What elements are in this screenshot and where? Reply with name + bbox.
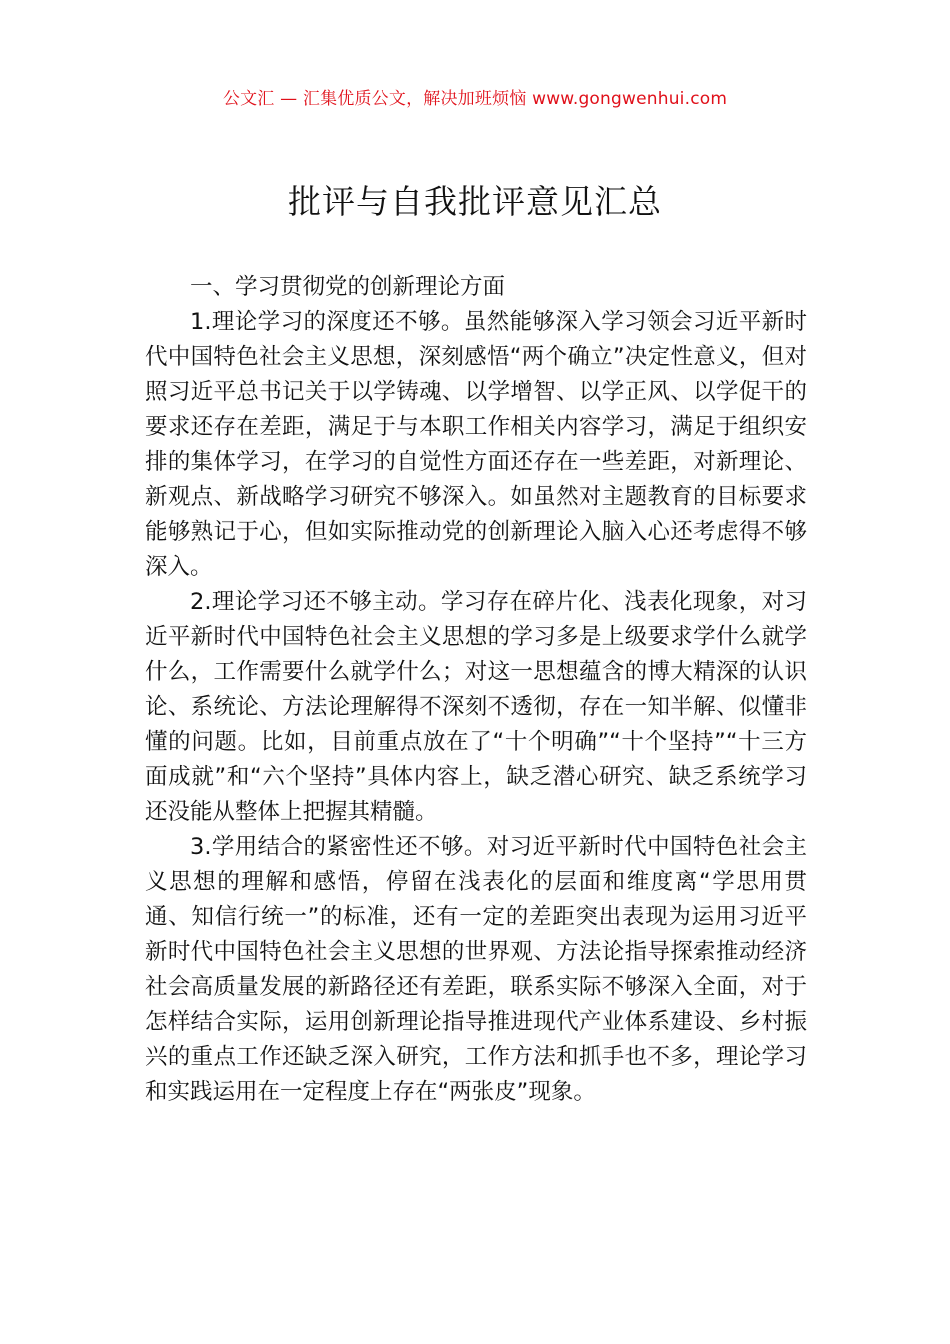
section-heading: 一、学习贯彻党的创新理论方面 <box>190 274 506 300</box>
site-header-banner: 公文汇 — 汇集优质公文，解决加班烦恼 www.gongwenhui.com <box>222 89 728 109</box>
document-body <box>145 270 807 1110</box>
paragraph-3: 3.学用结合的紧密性还不够。对习近平新时代中国特色社会主义思想的理解和感悟，停留在浅表化的层面和维度离“学思用贯通、知信行统一”的标准，还有一定的差距突出表现为运用习近平新时代中国特色社会主义思想的世界观、方法论指导探索推动经济社会高质量发展的新路径还有差距，联系实际不够深入全面，对于怎样结合实际，运用创新理论指导推进现代产业体系建设、乡村振兴的重点工作还缺乏深入研究，工作方法和抓手也不多，理论学习和实践运用在一定程度上存在“两张皮”现象。 <box>145 834 807 1105</box>
document-title: 批评与自我批评意见汇总 <box>288 182 662 221</box>
paragraph-2: 2.理论学习还不够主动。学习存在碎片化、浅表化现象，对习近平新时代中国特色社会主义思想的学习多是上级要求学什么就学什么，工作需要什么就学什么；对这一思想蕴含的博大精深的认识论、系统论、方法论理解得不深刻不透彻，存在一知半解、似懂非懂的问题。比如，目前重点放在了“十个明确”“十个坚持”“十三方面成就”和“六个坚持”具体内容上，缺乏潜心研究、缺乏系统学习还没能从整体上把握其精髓。 <box>145 589 807 825</box>
paragraph-1: 1.理论学习的深度还不够。虽然能够深入学习领会习近平新时代中国特色社会主义思想，深刻感悟“两个确立”决定性意义，但对照习近平总书记关于以学铸魂、以学增智、以学正风、以学促干的要求还存在差距，满足于与本职工作相关内容学习，满足于组织安排的集体学习，在学习的自觉性方面还存在一些差距，对新理论、新观点、新战略学习研究不够深入。如虽然对主题教育的目标要求能够熟记于心，但如实际推动党的创新理论入脑入心还考虑得不够深入。 <box>145 309 807 580</box>
